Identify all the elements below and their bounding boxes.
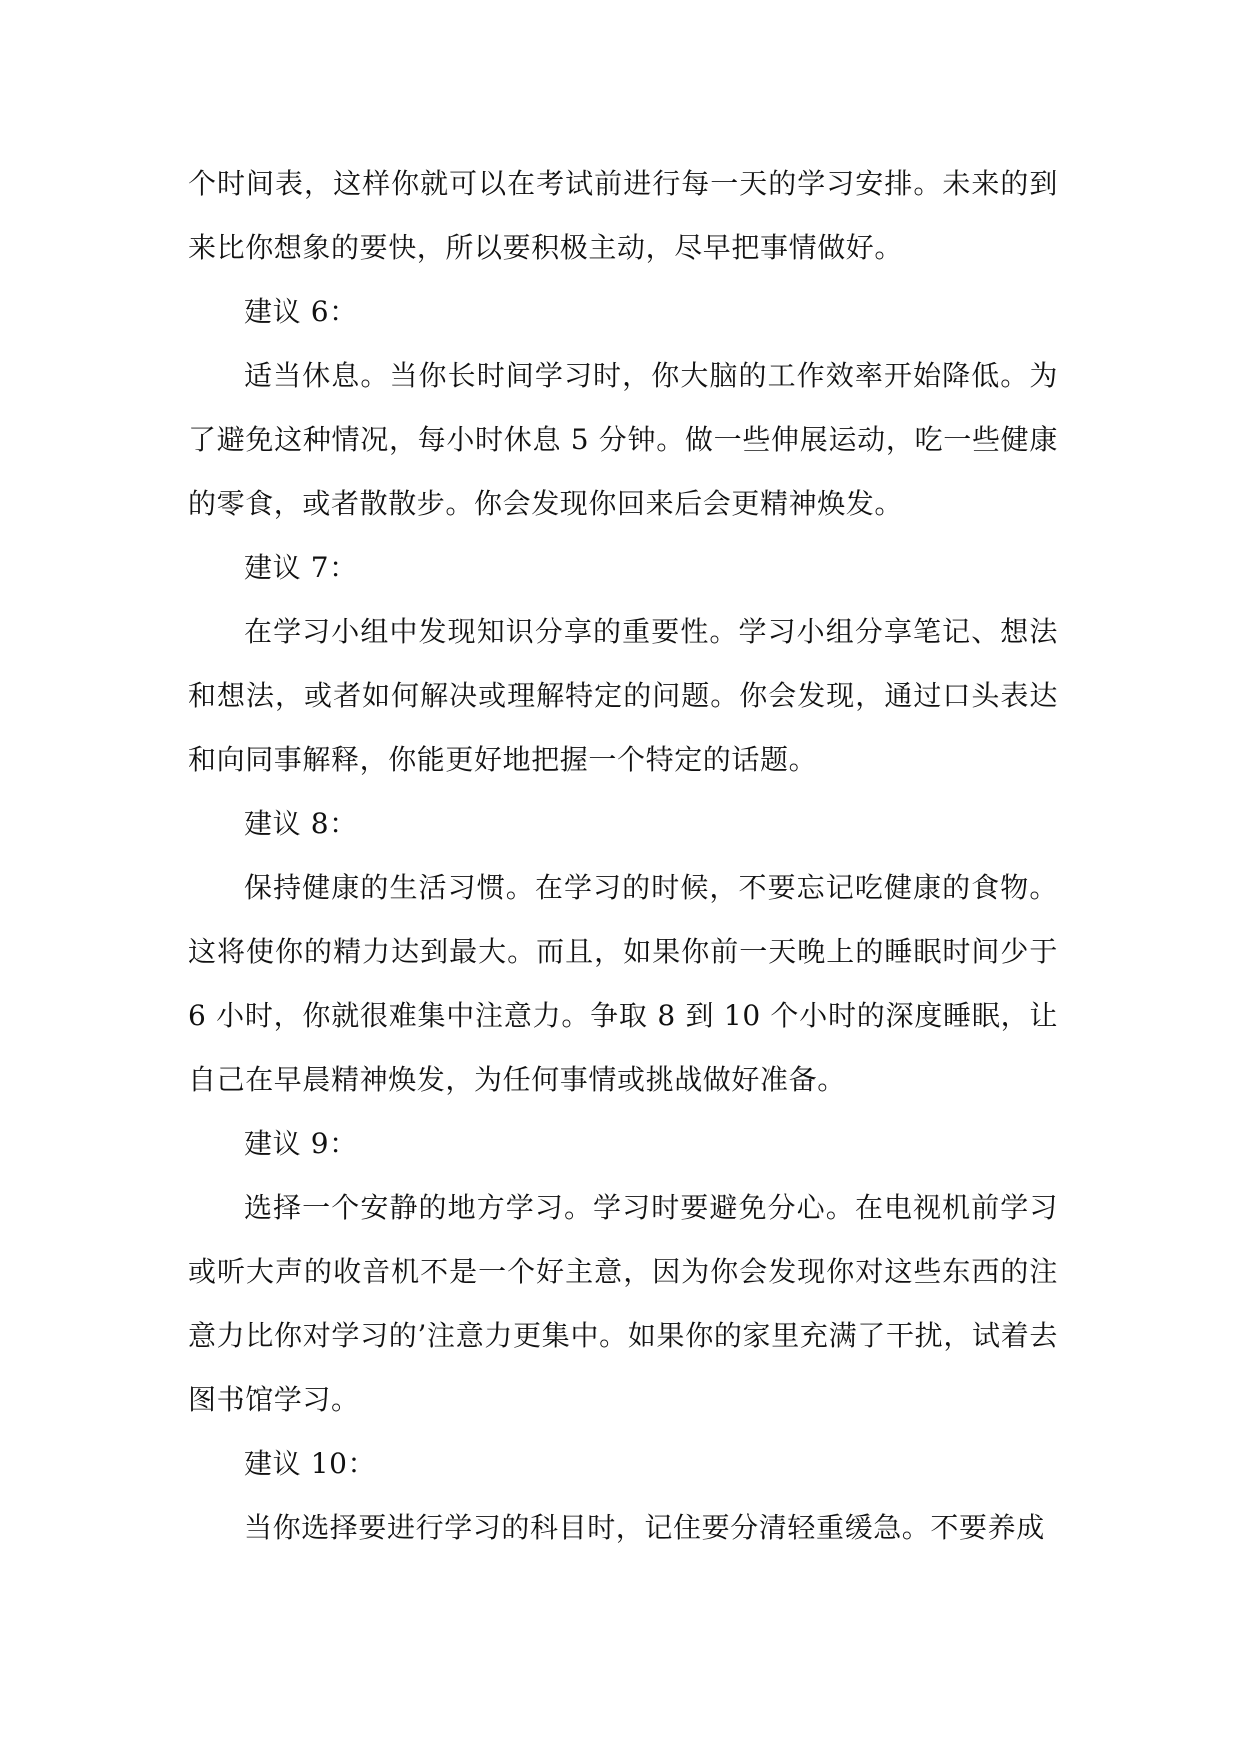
paragraph-continuation: 个时间表，这样你就可以在考试前进行每一天的学习安排。未来的到来比你想象的要快，所以要积极主动，尽早把事情做好。 — [188, 167, 1058, 264]
document-page — [188, 152, 1058, 1560]
paragraph-tip-6: 适当休息。当你长时间学习时，你大脑的工作效率开始降低。为了避免这种情况，每小时休息 5 分钟。做一些伸展运动，吃一些健康的零食，或者散散步。你会发现你回来后会更精神焕发。 — [188, 359, 1058, 520]
paragraph-tip-7: 在学习小组中发现知识分享的重要性。学习小组分享笔记、想法和想法，或者如何解决或理解特定的问题。你会发现，通过口头表达和向同事解释，你能更好地把握一个特定的话题。 — [188, 615, 1058, 776]
heading-tip-8: 建议 8： — [244, 807, 358, 840]
paragraph-tip-10: 当你选择要进行学习的科目时，记住要分清轻重缓急。不要养成 — [244, 1511, 1045, 1544]
paragraph-tip-9: 选择一个安静的地方学习。学习时要避免分心。在电视机前学习或听大声的收音机不是一个好主意，因为你会发现你对这些东西的注意力比你对学习的’注意力更集中。如果你的家里充满了干扰，试着去图书馆学习。 — [188, 1191, 1058, 1416]
heading-tip-6: 建议 6： — [244, 295, 358, 328]
heading-tip-9: 建议 9： — [244, 1127, 358, 1160]
heading-tip-7: 建议 7： — [244, 551, 358, 584]
paragraph-tip-8: 保持健康的生活习惯。在学习的时候，不要忘记吃健康的食物。这将使你的精力达到最大。而且，如果你前一天晚上的睡眠时间少于 6 小时，你就很难集中注意力。争取 8 到 10 个小时的深度睡眠，让自己在早晨精神焕发，为任何事情或挑战做好准备。 — [188, 871, 1058, 1096]
heading-tip-10: 建议 10： — [244, 1447, 377, 1480]
